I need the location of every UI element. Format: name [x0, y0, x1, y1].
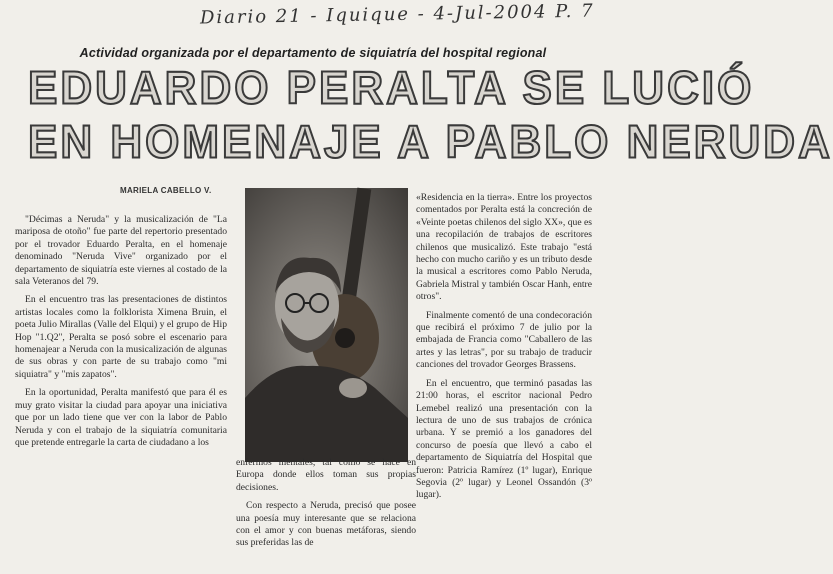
headline-line-2: EN HOMENAJE A PABLO NERUDA — [28, 116, 833, 169]
paragraph: «Residencia en la tierra». Entre los proyectos comentados por Peralta está la concreción de «Veinte poetas chilenos del siglo XX», que es una recopilación de trabajos de escritores chilenos que musicalizó. Este trabajo "está hecho con mucho cariño y es un tributo desde la musical a escritores como Pablo Neruda, Gabriela Mistral y también Oscar Hanh, entre otros". — [416, 192, 592, 303]
article-column-3 — [416, 192, 592, 508]
headline-line-1: EDUARDO PERALTA SE LUCIÓ — [28, 62, 755, 115]
paragraph: "Décimas a Neruda" y la musicalización de "La mariposa de otoño" fue parte del repertorio presentado por el trovador Eduardo Peralta, en el homenaje denominado "Neruda Vive" organizado por el departamento de siquiatría este viernes al costado de la sala Veteranos del 79. — [15, 214, 227, 288]
handwritten-clipping-note: Diario 21 - Iquique - 4-Jul-2004 P. 7 — [199, 0, 595, 29]
paragraph: Con respecto a Neruda, precisó que posee una poesía muy interesante que se relaciona con el amor y con buenas metáforas, siendo sus preferidas las de — [236, 500, 416, 549]
paragraph: En el encuentro tras las presentaciones de distintos artistas locales como la folklorista Ximena Bruin, el poeta Julio Mirallas (Valle del Elqui) y el grupo de Hip Hop "1.Q2", Peralta se posó sobre el escenario para homenajear a Neruda con la musicalización de algunas de sus obras y con parte de su trabajo como "mi siquiatra" y "mis zapatos". — [15, 294, 227, 380]
article-column-2 — [236, 457, 416, 556]
paragraph: En el encuentro, que terminó pasadas las 21:00 horas, el escritor nacional Pedro Lemebel realizó una presentación con la lectura de uno de sus trabajos de crónica urbana. Y se premió a los ganadores del concurso de poesía que llevó a cabo el departamento de Siquiatría del Hospital que fueron: Patricia Ramírez (1º lugar), Enrique Segovia (2º lugar) y Leonel Ossandón (3º lugar). — [416, 377, 592, 501]
paragraph: En la oportunidad, Peralta manifestó que para él es muy grato visitar la ciudad para apoyar una iniciativa que por un lado tiene que ver con la labor de Pablo Neruda y con el trabajo de la siquiatría comunitaria que pretende entregarle la carta de ciudadano a los — [15, 387, 227, 448]
paragraph: Finalmente comentó de una condecoración que recibirá el próximo 7 de julio por la embajada de Francia como "Caballero de las artes y las letras", por su trabajo de traducir canciones del trovador Georges Brassens. — [416, 309, 592, 371]
byline: MARIELA CABELLO V. — [120, 186, 212, 195]
kicker-line: Actividad organizada por el departamento de siquiatría del hospital regional — [79, 46, 547, 60]
article-column-1 — [15, 214, 227, 455]
paragraph: enfermos mentales, tal como se hace en Europa donde ellos toman sus propias decisiones. — [236, 457, 416, 493]
photo-musician-with-guitar — [245, 188, 408, 462]
